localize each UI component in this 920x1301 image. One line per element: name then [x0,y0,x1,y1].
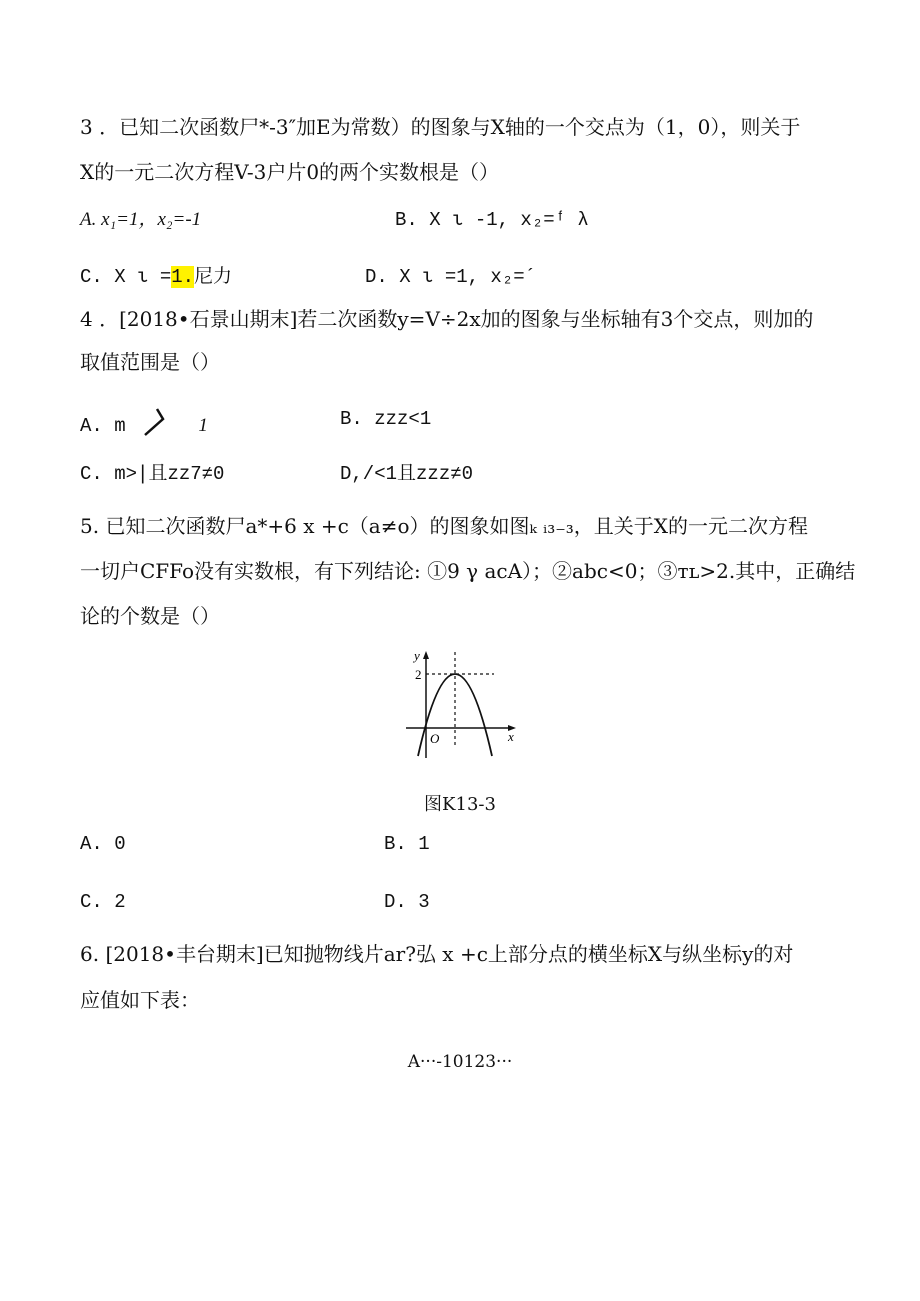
highlight-mark: 1. [171,266,195,288]
q4-option-d: D,/<1且zzz≠0 [340,463,474,485]
q3-option-d: D. X ι =1, x₂=´ [365,266,537,288]
q3-line2: X的一元二次方程V-3户片0的两个实数根是（） [80,160,500,184]
q6-line2: 应值如下表： [80,988,200,1012]
q3-line1: 3 ．已知二次函数尸*-3″加E为常数）的图象与X轴的一个交点为（1，0），则关于 [80,115,801,139]
y-axis-label: y [414,648,420,663]
q6-table-row: A···-10123··· [407,1052,513,1072]
origin-label: O [430,731,440,746]
q6-line1: 6. [2018•丰台期末]已知抛物线片ar?弘 x +c上部分点的横坐标X与纵坐标y的对 [80,942,794,966]
q4-option-c: C. m>∣且zz7≠0 [80,463,225,485]
q5-line1: 5. 已知二次函数尸a*+6 x +c（a≠o）的图象如图ₖ ᵢ₃₋₃，且关于X的一元二次方程 [80,514,809,538]
greater-than-stroke-icon [137,405,183,441]
q4-option-a: A. m 1 [80,405,208,441]
q5-option-b: B. 1 [384,833,430,855]
y-axis-arrow [423,651,429,659]
q5-line3: 论的个数是（） [80,604,220,628]
q4-line1: 4 ．[2018•石景山期末]若二次函数y=V÷2x加的图象与坐标轴有3个交点，则加的 [80,307,814,331]
q5-option-d: D. 3 [384,891,430,913]
q5-line2: 一切户CFFo没有实数根，有下列结论: ①9 γ acA）；②abc<0；③ᴛʟ>2.其中，正确结 [80,559,856,583]
parabola-figure [400,648,530,763]
q5-option-c: C. 2 [80,891,126,913]
q5-option-a: A. 0 [80,833,126,855]
q3-option-b: B. X ι -1, x₂=ᶠ λ [395,209,589,231]
x-axis-label: x [508,729,514,744]
q4-option-b: B. zzz<1 [340,408,432,430]
q3-option-a: A. x₁=1，x₂=-1 [80,209,202,230]
figure-caption: 图K13-3 [424,794,496,815]
vertex-y-label: 2 [415,667,422,682]
q4-line2: 取值范围是（） [80,350,220,374]
q3-option-c: C. X ι =1.尼力 [80,266,233,288]
